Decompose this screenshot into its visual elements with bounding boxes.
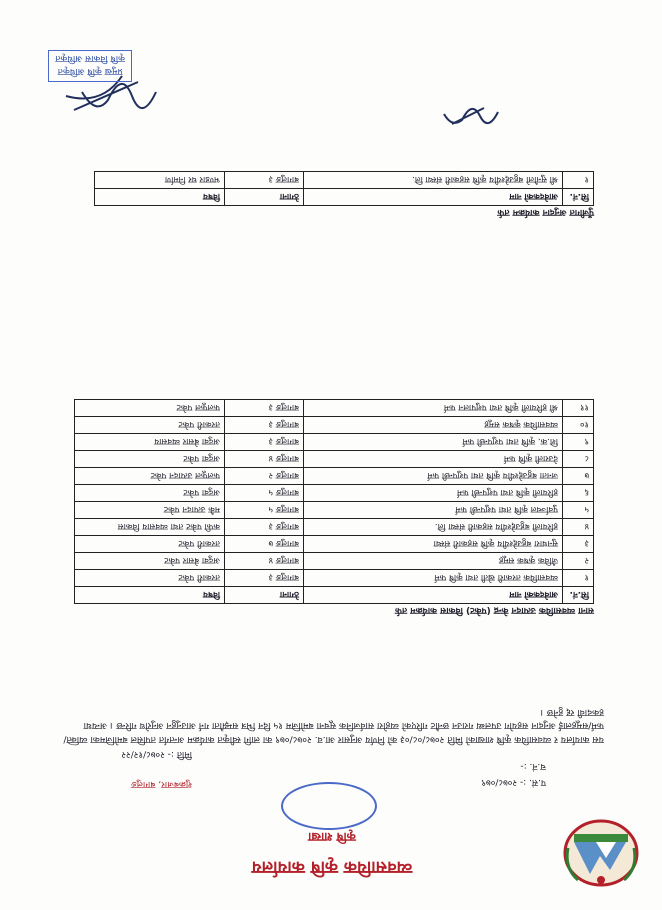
cell: ११ [563, 400, 594, 417]
cell: ८ [563, 451, 594, 468]
office-subtitle: कृषि शाखा [308, 830, 356, 844]
cell: अदुवा बेसार पकेट [75, 553, 225, 570]
cell: बागलुङ ५ [225, 485, 304, 502]
col-subject: विषय [95, 189, 225, 206]
office-title: व्यवसायिक कृषि कार्यालय [251, 857, 413, 877]
col-address: ठेगाना [225, 189, 304, 206]
emblem-icon [562, 818, 640, 888]
cell: बागलुङ ४ [225, 553, 304, 570]
cell: मकै उत्पादन पकेट [75, 502, 225, 519]
cell: श्री सुनौलो बहुउद्देश्यीय कृषि सहकारी संस्था लि. [304, 172, 563, 189]
cell: अदुवा पकेट [75, 451, 225, 468]
cell: २ [563, 553, 594, 570]
notice-paragraph: यस कार्यालय र व्यवसायिक कृषि शाखाको मिति २०७८/०८/०३ को निर्णय अनुसार आ.व. २०७८/०७९ का लागि स्वीकृत कार्यक्रम अन्तर्गत तपसिल बमोजिमका व्यक्ति/फर्म/समूहलाई अनुदान सहयोग उपलब्ध गराउन छनौट गरिएको व्यहोरा सार्वजनिक सूचना बमोजिम १५ दिन भित्र सम्झौता गर्न आउनुहुन अनुरोध गरिन्छ । अन्यथा हकदावी रद्द हुनेछ । [63, 707, 604, 745]
cell: ७ [563, 468, 594, 485]
stamp-text: प्रमुख कृषि अधिकृत [57, 66, 123, 76]
cell: फलफूल उत्पादन पकेट [75, 468, 225, 485]
officer-stamp [48, 50, 132, 82]
cell: ४ [563, 519, 594, 536]
table-row [75, 417, 594, 434]
cell: हरियाली कृषि तथा पशुपन्छी फर्म [304, 485, 563, 502]
table-row [75, 570, 594, 587]
cell: व्यवसायिक कृषक समूह [304, 417, 563, 434]
cell: हरियाली बहुउद्देश्यीय सहकारी संस्था लि. [304, 519, 563, 536]
cell: श्री हरियाली कृषि तथा पशुपालन फर्म [304, 400, 563, 417]
cell: बागलुङ ४ [225, 451, 304, 468]
letter-number: प.सं. :- २०७८/०७९ [481, 777, 546, 787]
cell: तरकारी पकेट [75, 417, 225, 434]
cell: ५ [563, 502, 594, 519]
cell: बागलुङ ३ [225, 400, 304, 417]
table-row [75, 519, 594, 536]
cell: जैविक कृषक समूह [304, 553, 563, 570]
table-row [75, 553, 594, 570]
cell: ६ [563, 485, 594, 502]
col-sn: सि.नं. [563, 189, 594, 206]
table-row [95, 172, 594, 189]
office-stamp [281, 782, 377, 830]
signature-left [432, 94, 502, 138]
cell: अदुवा पकेट [75, 485, 225, 502]
capital-grant-table [94, 171, 594, 206]
document-date: मिति :- २०७८/१२/२२ [121, 749, 192, 759]
office-address: शुक्रबजार, बागलुङ [131, 779, 192, 789]
cell: बागलुङ ३ [225, 519, 304, 536]
cell: सुनधारा बहुउद्देश्यीय कृषि सहकारी संस्था [304, 536, 563, 553]
cell: बागलुङ ३ [225, 434, 304, 451]
cell: अदुवा बेसार व्यवसाय [75, 434, 225, 451]
col-name: आवेदकको नाम [304, 587, 563, 604]
cell: फलफूल पकेट [75, 400, 225, 417]
table-row [75, 468, 594, 485]
col-subject: विषय [75, 587, 225, 604]
cell: देउराली कृषि फर्म [304, 451, 563, 468]
table-row [75, 451, 594, 468]
cell: कफी पकेट तथा व्यवसाय विकास [75, 519, 225, 536]
officer-title: कृषि विकास अधिकृत [55, 53, 125, 63]
government-emblem [562, 818, 640, 888]
cell: जनता बहुउद्देश्यीय कृषि तथा पशुपन्छी फर्म [304, 468, 563, 485]
cell: १ [563, 570, 594, 587]
cell: १ [563, 172, 594, 189]
cell: व्यवसायिक तरकारी खेती तथा कृषि फर्म [304, 570, 563, 587]
cell: ३ [563, 536, 594, 553]
cell: बागलुङ ३ [225, 570, 304, 587]
table1-title: साना व्यवसायिक उत्पादन केन्द्र (पकेट) विकास कार्यक्रम तर्फ [395, 605, 594, 615]
table2-header-row [95, 189, 594, 206]
col-sn: सि.नं. [563, 587, 594, 604]
table1-header-row [75, 587, 594, 604]
cell: बागलुङ ५ [225, 502, 304, 519]
table-row [75, 502, 594, 519]
cell: भण्डार घर निर्माण [95, 172, 225, 189]
table2-title: पुँजीगत अनुदान कार्यक्रम तर्फ [497, 207, 594, 217]
cell: पुर्वाञ्चल कृषि तथा पशुपन्छी फर्म [304, 502, 563, 519]
cell: बागलुङ २ [225, 468, 304, 485]
table-row [75, 536, 594, 553]
col-name: आवेदकको नाम [304, 189, 563, 206]
table-row [75, 485, 594, 502]
cell: बागलुङ ३ [225, 417, 304, 434]
cell: बागलुङ ७ [225, 536, 304, 553]
cell: ९ [563, 434, 594, 451]
signature-icon [432, 98, 502, 138]
cell: १० [563, 417, 594, 434]
cell: शि.क. कृषि तथा पशुपन्छी फर्म [304, 434, 563, 451]
cell: बागलुङ ३ [225, 172, 304, 189]
table-row [75, 434, 594, 451]
col-address: ठेगाना [225, 587, 304, 604]
table-row [75, 400, 594, 417]
chalani-number: च.नं. :- [520, 761, 546, 771]
beneficiary-table [74, 399, 594, 604]
cell: तरकारी पकेट [75, 536, 225, 553]
cell: तरकारी पकेट [75, 570, 225, 587]
